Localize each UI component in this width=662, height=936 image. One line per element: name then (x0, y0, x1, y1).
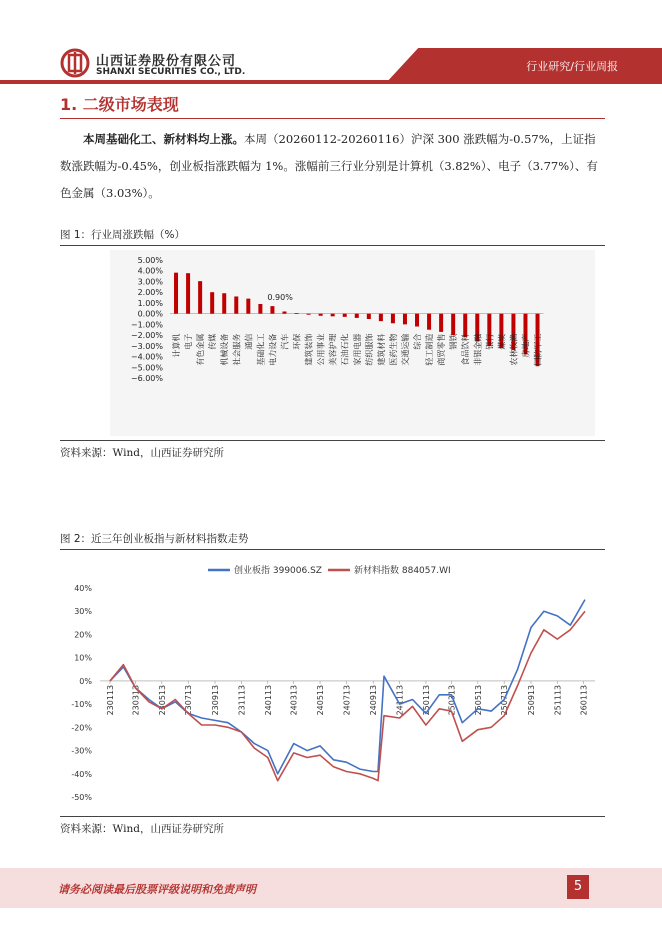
chart2-ytick-label: -40% (71, 769, 92, 779)
chart1-category-label: 综合 (413, 333, 423, 350)
chart1-bar (174, 273, 178, 314)
chart1-bar (246, 299, 250, 314)
chart1-ytick-label: 4.00% (137, 266, 163, 276)
chart1-bar (451, 314, 455, 335)
chart1-category-label: 房地产 (521, 333, 531, 358)
chart1-category-label: 农林牧渔 (509, 333, 519, 366)
page-number: 5 (567, 875, 589, 899)
chart2-xtick-label: 231113 (237, 684, 247, 716)
figure1-top-rule (60, 245, 605, 246)
chart1-bar (210, 292, 214, 313)
chart1-category-label: 非银金融 (473, 333, 483, 366)
chart1-ytick-label: 0.00% (137, 309, 163, 319)
chart2-xtick-label: 230113 (106, 684, 115, 716)
chart1-bar (415, 314, 419, 327)
chart1-ytick-label: 2.00% (137, 288, 163, 298)
chart2-ytick-label: 20% (74, 630, 92, 640)
chart1-category-label: 美容护理 (328, 333, 338, 366)
gem-vs-new-materials-chart (60, 552, 605, 814)
chart2-xtick-label: 240713 (342, 684, 352, 716)
section-rule (60, 118, 605, 119)
chart2-legend-label: 新材料指数 884057.WI (354, 566, 451, 576)
industry-weekly-change-chart (60, 248, 605, 440)
chart2-ytick-label: -50% (71, 793, 92, 802)
chart1-bar (343, 314, 347, 317)
company-name-cn: 山西证券股份有限公司 (96, 54, 237, 69)
chart1-category-label: 有色金属 (196, 333, 206, 366)
chart1-category-label: 石油石化 (340, 333, 350, 366)
chart2-xtick-label: 230513 (157, 684, 167, 716)
chart1-category-label: 电力设备 (268, 333, 278, 366)
chart1-category-label: 环保 (292, 333, 302, 350)
chart2-xtick-label: 230313 (131, 684, 141, 716)
company-logo-icon (60, 48, 90, 78)
chart1-bar (258, 304, 262, 314)
figure1-bottom-rule (60, 440, 605, 441)
figure1-title: 图 1：行业周涨跌幅（%） (60, 229, 185, 241)
chart2-xtick-label: 250713 (500, 684, 510, 716)
figure2-title: 图 2：近三年创业板指与新材料指数走势 (60, 533, 249, 545)
chart2-ytick-label: -10% (71, 700, 92, 710)
chart2-xtick-label: 230713 (184, 684, 194, 716)
section-title: 1. 二级市场表现 (60, 95, 179, 114)
chart1-category-label: 商贸零售 (437, 333, 447, 366)
chart1-ytick-label: −5.00% (130, 363, 163, 373)
chart1-category-label: 传媒 (208, 333, 218, 350)
chart1-ytick-label: 3.00% (137, 277, 163, 287)
chart1-category-label: 家用电器 (352, 333, 362, 366)
chart2-xtick-label: 251113 (553, 684, 563, 716)
chart2-ytick-label: -30% (71, 746, 92, 756)
chart1-bar (355, 314, 359, 318)
chart1-ytick-label: −6.00% (130, 374, 163, 383)
chart1-bar (198, 281, 202, 314)
chart1-bar (439, 314, 443, 332)
chart2-xtick-label: 250113 (421, 684, 431, 716)
chart1-bar (319, 314, 323, 316)
chart1-bar (379, 314, 383, 322)
report-type-label: 行业研究/行业周报 (526, 60, 618, 73)
header-rule (0, 80, 662, 84)
summary-paragraph (60, 126, 605, 207)
footer-disclaimer: 请务必阅读最后股票评级说明和免责声明 (58, 883, 256, 896)
chart1-data-label: 0.90% (267, 292, 293, 302)
chart1-bar (270, 306, 274, 314)
chart1-category-label: 银行 (485, 333, 495, 350)
chart1-ytick-label: 5.00% (137, 256, 163, 265)
chart1-category-label: 建筑材料 (376, 333, 386, 366)
figure2-source: 资料来源：Wind，山西证券研究所 (60, 823, 224, 835)
header-tag-band (385, 48, 662, 84)
chart1-category-label: 电子 (184, 333, 194, 350)
chart1-ytick-label: −2.00% (130, 331, 163, 341)
chart1-bar (186, 273, 190, 313)
chart2-xtick-label: 230913 (211, 684, 221, 716)
chart2-ytick-label: 10% (74, 653, 92, 663)
chart2-xtick-label: 250513 (473, 684, 483, 716)
chart1-category-label: 轻工制造 (425, 333, 435, 366)
chart1-ytick-label: 1.00% (137, 298, 163, 308)
chart2-xtick-label: 240113 (263, 684, 273, 716)
chart2-xtick-label: 260113 (579, 684, 589, 716)
chart1-category-label: 计算机 (172, 333, 182, 358)
chart1-category-label: 汽车 (280, 333, 290, 350)
chart1-category-label: 煤炭 (497, 333, 507, 350)
summary-body: 本周（20260112-20260116）沪深 300 涨跌幅为-0.57%，上证指数涨跌幅为-0.45%，创业板指涨跌幅为 1%。涨幅前三行业分别是计算机（3.82%）、电子（3.77%）、有色金属（3.03%）。 (60, 132, 598, 200)
chart1-category-label: 基础化工 (256, 333, 266, 366)
chart1-category-label: 纺织服饰 (364, 333, 374, 366)
chart1-bar (331, 314, 335, 317)
chart2-xtick-label: 240313 (289, 684, 299, 716)
chart1-category-label: 医药生物 (388, 333, 398, 366)
chart2-ytick-label: 0% (79, 676, 92, 686)
chart1-category-label: 机械设备 (220, 333, 230, 366)
chart1-category-label: 社会服务 (232, 333, 242, 366)
chart2-xtick-label: 240513 (316, 684, 326, 716)
chart1-bar (403, 314, 407, 325)
chart1-bar (367, 314, 371, 319)
chart1-category-label: 国防军工 (533, 333, 543, 366)
chart2-xtick-label: 241113 (395, 684, 405, 716)
figure1-source: 资料来源：Wind，山西证券研究所 (60, 447, 224, 459)
chart1-category-label: 通信 (244, 333, 254, 350)
chart1-category-label: 建筑装饰 (304, 333, 314, 366)
chart2-xtick-label: 250913 (526, 684, 536, 716)
chart1-bar (282, 311, 286, 313)
chart1-category-label: 钢铁 (449, 333, 459, 350)
chart1-ytick-label: −3.00% (130, 341, 163, 351)
chart2-ytick-label: 40% (74, 584, 92, 593)
chart2-xtick-label: 240913 (369, 684, 379, 716)
figure2-top-rule (60, 549, 605, 550)
summary-lead: 本周基础化工、新材料均上涨。 (83, 132, 244, 146)
chart2-xtick-label: 250313 (447, 684, 457, 716)
chart1-bar (427, 314, 431, 330)
chart1-category-label: 食品饮料 (461, 333, 471, 366)
chart1-bar (307, 314, 311, 315)
chart1-ytick-label: −1.00% (130, 320, 163, 330)
figure2-bottom-rule (60, 816, 605, 817)
chart1-ytick-label: −4.00% (130, 352, 163, 362)
chart1-bar (222, 293, 226, 313)
chart1-bar (234, 296, 238, 313)
chart1-category-label: 公用事业 (316, 333, 326, 366)
chart2-legend-label: 创业板指 399006.SZ (234, 566, 322, 576)
chart1-category-label: 交通运输 (400, 333, 410, 366)
chart2-ytick-label: 30% (74, 607, 92, 617)
chart1-bar (295, 313, 299, 314)
chart2-ytick-label: -20% (71, 723, 92, 733)
chart1-bar (391, 314, 395, 324)
company-name-en: SHANXI SECURITIES CO., LTD. (96, 67, 246, 77)
